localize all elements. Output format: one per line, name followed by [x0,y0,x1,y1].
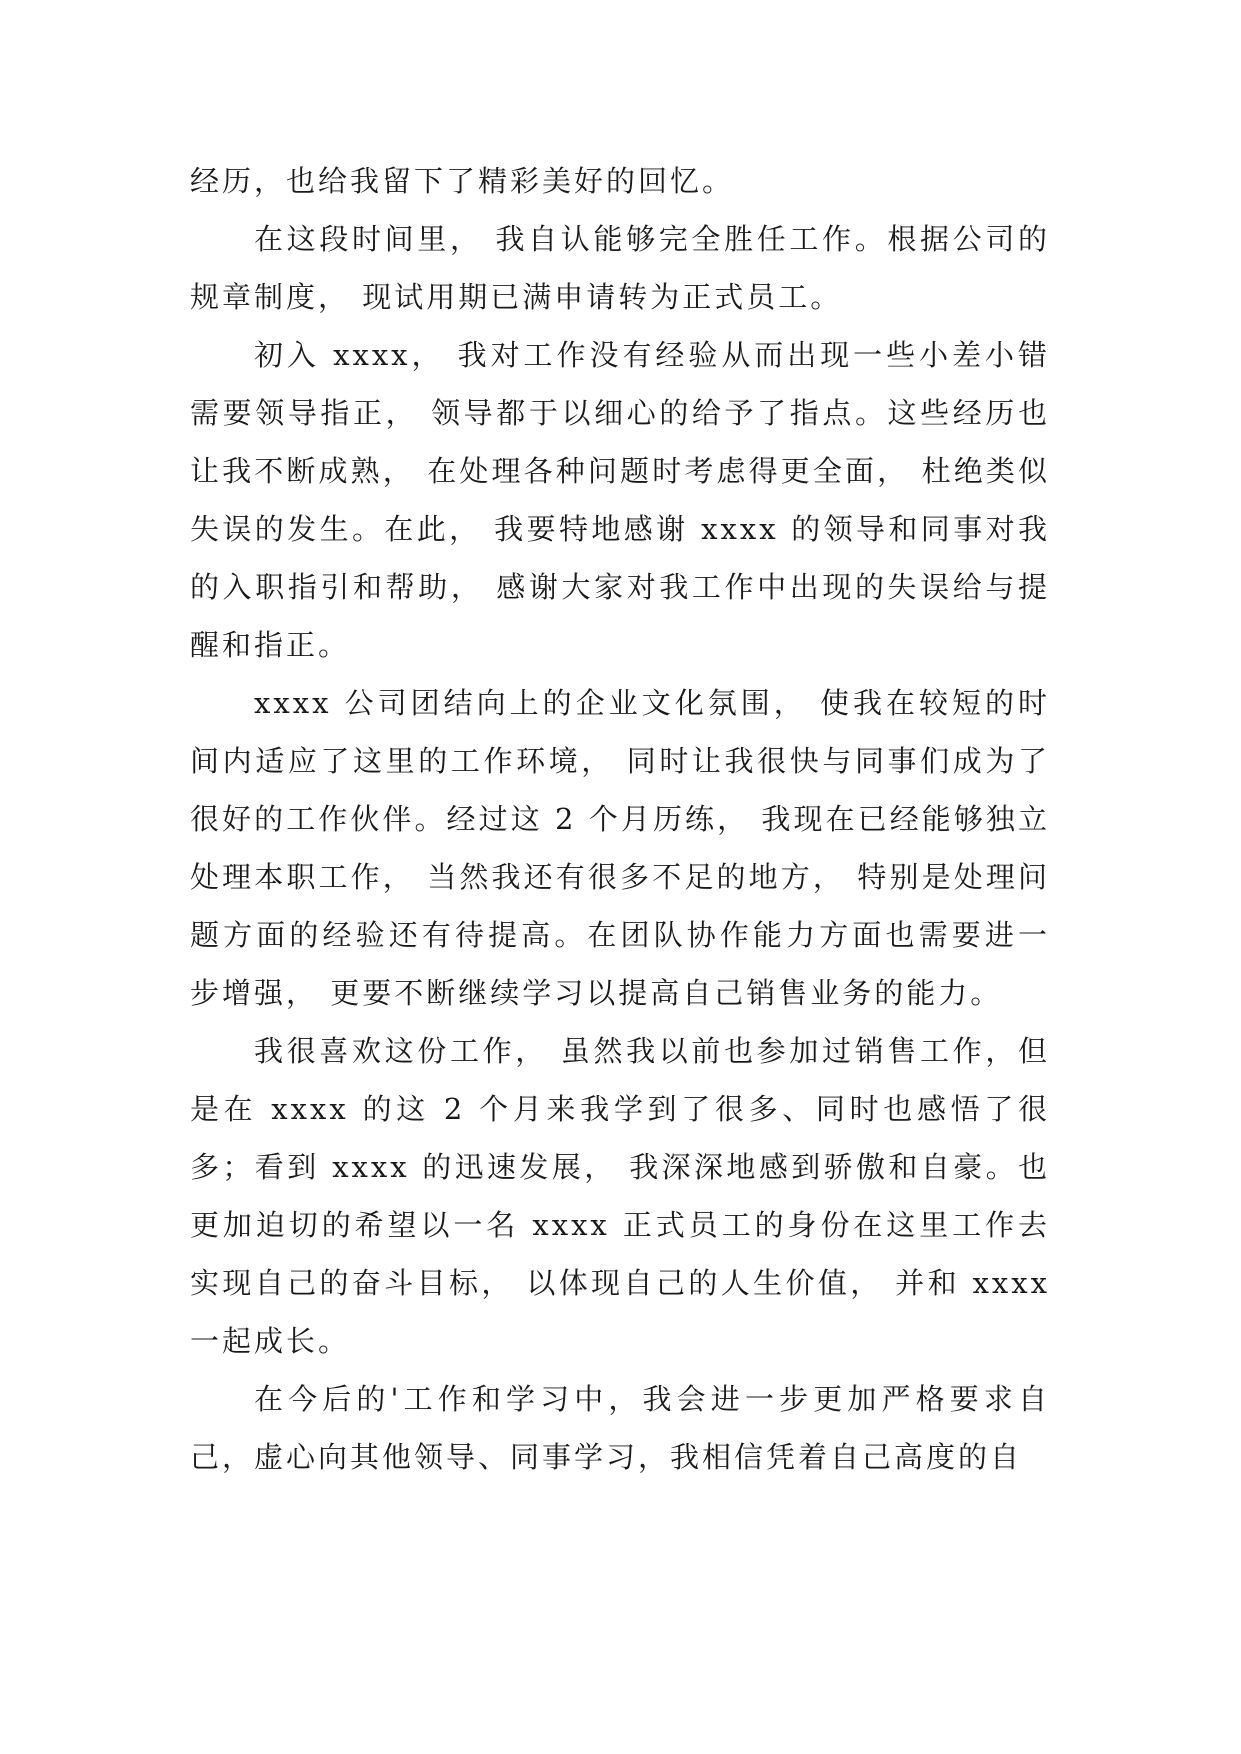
paragraph-continuation: 经历，也给我留下了精彩美好的回忆。 [190,164,735,198]
paragraph-probation: 在这段时间里， 我自认能够完全胜任工作。根据公司的规章制度， 现试用期已满申请转为正式员工。 [190,222,1050,314]
paragraph-future-plans: 在今后的'工作和学习中，我会进一步更加严格要求自己，虚心向其他领导、同事学习，我相信凭着自己高度的自 [190,1382,1050,1474]
paragraph-enjoy-work: 我很喜欢这份工作， 虽然我以前也参加过销售工作，但是在 xxxx 的这 2 个月来我学到了很多、同时也感悟了很多；看到 xxxx 的迅速发展， 我深深地感到骄傲和自豪。也更加迫切的希望以一名 xxxx 正式员工的身份在这里工作去实现自己的奋斗目标， 以体现自己的人生价值， 并和 xxxx 一起成长。 [190,1034,1050,1358]
paragraph-company-culture: xxxx 公司团结向上的企业文化氛围， 使我在较短的时间内适应了这里的工作环境， 同时让我很快与同事们成为了很好的工作伙伴。经过这 2 个月历练， 我现在已经能够独立处理本职工作， 当然我还有很多不足的地方， 特别是处理问题方面的经验还有待提高。在团队协作能力方面也需要进一步增强， 更要不断继续学习以提高自己销售业务的能力。 [190,686,1050,1010]
paragraph-onboarding: 初入 xxxx， 我对工作没有经验从而出现一些小差小错需要领导指正， 领导都于以细心的给予了指点。这些经历也让我不断成熟， 在处理各种问题时考虑得更全面， 杜绝类似失误的发生。在此， 我要特地感谢 xxxx 的领导和同事对我的入职指引和帮助， 感谢大家对我工作中出现的失误给与提醒和指正。 [190,338,1050,662]
document-body [190,152,1050,1486]
